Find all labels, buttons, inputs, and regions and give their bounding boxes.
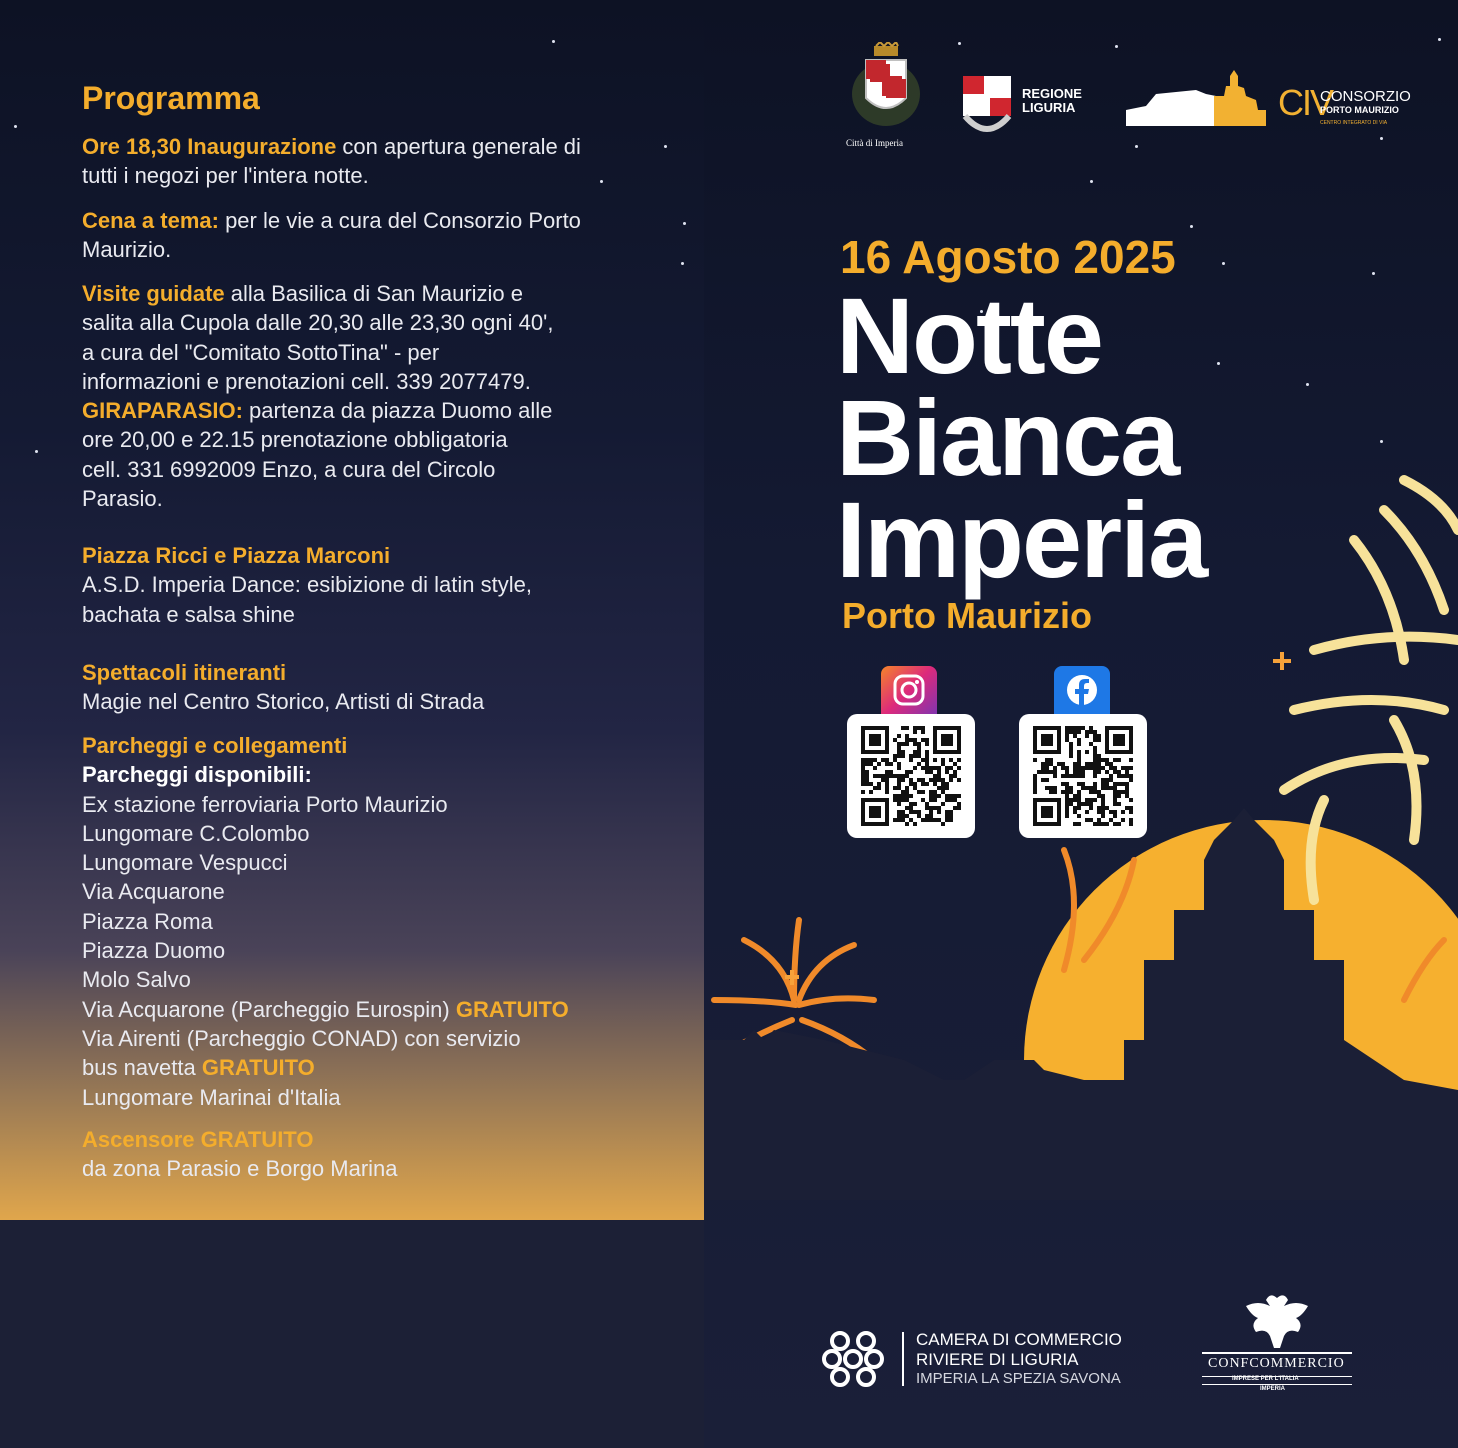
title-notte: Notte (836, 275, 1102, 396)
star (14, 125, 17, 128)
gratuito-badge: GRATUITO (455, 996, 569, 1022)
visite-text-4: informazioni e prenotazioni cell. 339 2077479. (82, 368, 531, 394)
title-imperia: Imperia (836, 479, 1207, 600)
visite-text-2: salita alla Cupola dalle 20,30 alle 23,30 ogni 40', (82, 310, 554, 336)
programma-title: Programma (82, 80, 260, 116)
parcheggi-item: Piazza Roma (82, 908, 213, 934)
confcommercio-sub: IMPRESE PER L'ITALIA (1232, 1376, 1299, 1382)
civ-logo (1126, 66, 1426, 130)
piazze-heading: Piazza Ricci e Piazza Marconi (82, 543, 391, 568)
giraparasio-text-3: cell. 331 6992009 Enzo, a cura del Circolo (82, 456, 496, 482)
spettacoli-text: Magie nel Centro Storico, Artisti di Strada (82, 689, 485, 715)
parcheggi-conad-2: bus navetta (82, 1055, 202, 1081)
star (683, 222, 686, 225)
parcheggi-marinai: Lungomare Marinai d'Italia (82, 1084, 341, 1110)
cena-text: per le vie a cura del Consorzio Porto (218, 208, 581, 233)
star (1115, 45, 1118, 48)
star (35, 450, 38, 453)
camera-line-3: IMPERIA LA SPEZIA SAVONA (916, 1370, 1121, 1387)
eagle-icon (1244, 1292, 1310, 1350)
camera-line-2: RIVIERE DI LIGURIA (916, 1350, 1079, 1369)
parcheggi-subheading: Parcheggi disponibili: (82, 762, 312, 788)
ascensore-heading: Ascensore GRATUITO (82, 1127, 314, 1152)
star (1222, 262, 1225, 265)
parcheggi-item: Molo Salvo (82, 967, 191, 993)
star (1306, 383, 1309, 386)
confcommercio-label: CONFCOMMERCIO (1208, 1356, 1345, 1371)
spettacoli-heading: Spettacoli itineranti (82, 660, 287, 685)
star (1438, 38, 1441, 41)
star (552, 40, 555, 43)
star (958, 42, 961, 45)
visite-block (82, 279, 622, 513)
camera-commercio-icon (820, 1326, 886, 1392)
parcheggi-block (82, 731, 622, 1112)
event-subtitle: Porto Maurizio (842, 595, 1092, 636)
coat-of-arms-icon (846, 42, 926, 132)
parcheggi-item: Lungomare Vespucci (82, 850, 288, 876)
parcheggi-item: Piazza Duomo (82, 938, 226, 964)
confcommercio-logo (1202, 1292, 1354, 1400)
cena-block (82, 206, 622, 265)
fireworks-skyline-illustration (704, 440, 1458, 1200)
camera-commercio-logo (820, 1326, 1150, 1396)
giraparasio-text-2: ore 20,00 e 22.15 prenotazione obbligatoria (82, 427, 508, 453)
liguria-label: LIGURIA (1022, 100, 1076, 115)
star (1372, 272, 1375, 275)
star (1135, 145, 1138, 148)
cena-label: Cena a tema: (82, 208, 219, 233)
parcheggi-eurospin: Via Acquarone (Parcheggio Eurospin) (82, 996, 456, 1022)
inauguration-block (82, 132, 622, 191)
firework-yellow (1284, 480, 1458, 900)
parcheggi-item: Ex stazione ferroviaria Porto Maurizio (82, 791, 448, 817)
cena-text-2: Maurizio. (82, 237, 172, 263)
inauguration-text: con apertura generale di (336, 134, 581, 159)
gratuito-badge: GRATUITO (201, 1055, 315, 1081)
inauguration-label: Ore 18,30 Inaugurazione (82, 134, 337, 159)
inauguration-text-2: tutti i negozi per l'intera notte. (82, 163, 369, 189)
star (681, 262, 684, 265)
star (1380, 137, 1383, 140)
star (1190, 225, 1193, 228)
divider (902, 1332, 904, 1386)
civ-mark: CIV (1278, 82, 1333, 123)
giraparasio-text: partenza da piazza Duomo alle (242, 398, 553, 424)
visite-text: alla Basilica di San Maurizio e (224, 281, 524, 306)
visite-text-3: a cura del "Comitato SottoTina" - per (82, 339, 440, 365)
star (664, 145, 667, 148)
program-panel-footer (0, 1220, 704, 1448)
parcheggi-conad: Via Airenti (Parcheggio CONAD) con servizio (82, 1025, 521, 1051)
piazze-block (82, 541, 622, 629)
civ-porto: PORTO MAURIZIO (1320, 105, 1399, 115)
piazze-text-2: bachata e salsa shine (82, 601, 295, 627)
confcommercio-city: IMPERIA (1260, 1386, 1286, 1392)
giraparasio-text-4: Parasio. (82, 486, 163, 512)
title-bianca: Bianca (836, 377, 1179, 498)
piazze-text-1: A.S.D. Imperia Dance: esibizione di latin style, (82, 572, 532, 598)
ascensore-text: da zona Parasio e Borgo Marina (82, 1156, 398, 1182)
parcheggi-item: Via Acquarone (82, 879, 225, 905)
spettacoli-block (82, 658, 622, 717)
liguria-shield-icon (962, 74, 1012, 136)
citta-imperia-logo (846, 42, 926, 152)
ascensore-block (82, 1125, 622, 1184)
regione-liguria-logo (962, 74, 1092, 136)
civ-centro: CENTRO INTEGRATO DI VIA (1320, 120, 1388, 126)
parcheggi-item: Lungomare C.Colombo (82, 820, 310, 846)
star (1090, 180, 1093, 183)
civ-consorzio: CONSORZIO (1320, 88, 1411, 105)
giraparasio-label: GIRAPARASIO: (82, 398, 243, 424)
skyline-icon (1126, 66, 1271, 130)
divider (1202, 1352, 1352, 1354)
visite-label: Visite guidate (82, 281, 225, 306)
camera-line-1: CAMERA DI COMMERCIO (916, 1330, 1122, 1349)
parcheggi-heading: Parcheggi e collegamenti (82, 733, 348, 758)
star (1217, 362, 1220, 365)
citta-label: Città di Imperia (846, 138, 903, 148)
regione-label: REGIONE (1022, 86, 1082, 101)
event-date: 16 Agosto 2025 (840, 231, 1176, 283)
divider (1202, 1384, 1352, 1385)
